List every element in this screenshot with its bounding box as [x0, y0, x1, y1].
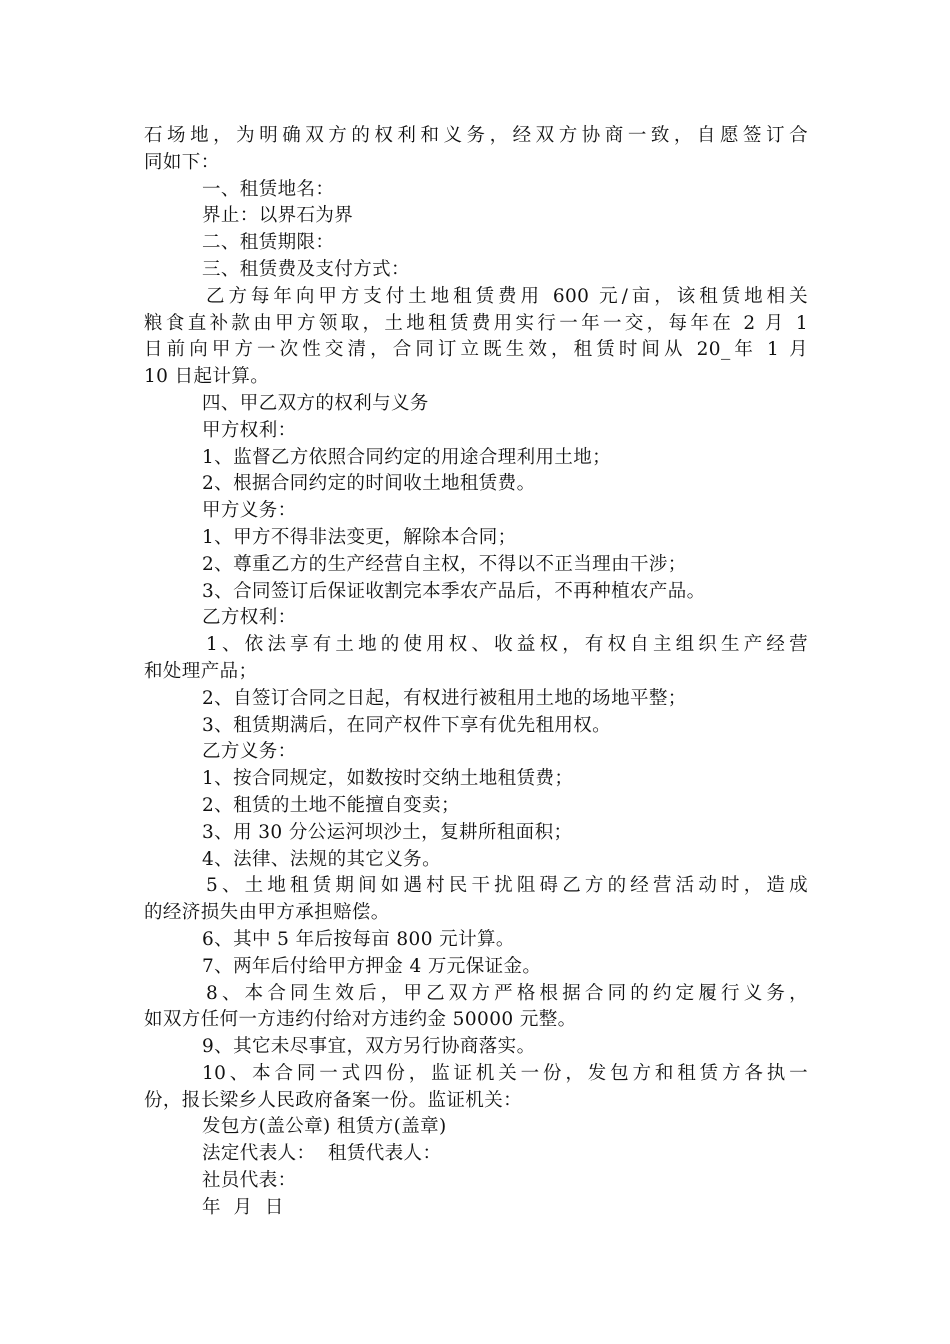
- list-item: 2、租赁的土地不能擅自变卖；: [202, 794, 460, 816]
- list-item: 2、尊重乙方的生产经营自主权，不得以不正当理由干涉；: [202, 553, 687, 575]
- subheading-party-b-obligations: 乙方义务：: [202, 741, 297, 763]
- paragraph-line: 的经济损失由甲方承担赔偿。: [144, 902, 390, 924]
- list-item: 6、其中 5 年后按每亩 800 元计算。: [202, 928, 515, 950]
- paragraph-line: 乙方每年向甲方支付土地租赁费用 600 元/亩，该租赁地相关: [206, 285, 808, 307]
- list-item: 8、本合同生效后，甲乙双方严格根据合同的约定履行义务，: [206, 982, 808, 1004]
- subheading-party-b-rights: 乙方权利：: [202, 607, 297, 629]
- list-item: 5、土地租赁期间如遇村民干扰阻碍乙方的经营活动时，造成: [206, 875, 808, 897]
- paragraph-line: 和处理产品；: [144, 660, 258, 682]
- section-heading-fees-payment: 三、租赁费及支付方式：: [202, 258, 410, 280]
- paragraph-line: 份，报长梁乡人民政府备案一份。监证机关：: [144, 1089, 523, 1111]
- contract-body-text: [144, 123, 808, 1222]
- paragraph-line: 粮食直补款由甲方领取，土地租赁费用实行一年一交，每年在 2 月 1: [144, 312, 808, 334]
- paragraph-line: 界止：以界石为界: [202, 205, 354, 227]
- section-heading-lease-term: 二、租赁期限：: [202, 232, 335, 254]
- list-item: 10、本合同一式四份，监证机关一份，发包方和租赁方各执一: [202, 1062, 808, 1084]
- signature-parties-line: 发包方(盖公章) 租赁方(盖章): [202, 1116, 447, 1138]
- list-item: 7、两年后付给甲方押金 4 万元保证金。: [202, 955, 542, 977]
- list-item: 1、甲方不得非法变更，解除本合同；: [202, 526, 517, 548]
- list-item: 3、合同签订后保证收割完本季农产品后，不再种植农产品。: [202, 580, 706, 602]
- signature-member-rep-line: 社员代表：: [202, 1170, 297, 1192]
- signature-date-line: 年 月 日: [202, 1196, 284, 1218]
- list-item: 3、用 30 分公运河坝沙土，复耕所租面积；: [202, 821, 573, 843]
- subheading-party-a-rights: 甲方权利：: [202, 419, 297, 441]
- paragraph-line: 石场地，为明确双方的权利和义务，经双方协商一致，自愿签订合: [144, 125, 808, 146]
- list-item: 2、自签订合同之日起，有权进行被租用土地的场地平整；: [202, 687, 687, 709]
- list-item: 9、其它未尽事宜，双方另行协商落实。: [202, 1036, 536, 1058]
- list-item: 3、租赁期满后，在同产权件下享有优先租用权。: [202, 714, 612, 736]
- paragraph-line: 如双方任何一方违约付给对方违约金 50000 元整。: [144, 1009, 577, 1031]
- paragraph-line: 日前向甲方一次性交清，合同订立既生效，租赁时间从 20_年 1 月: [144, 339, 808, 361]
- paragraph-line: 同如下：: [144, 151, 220, 173]
- list-item: 1、依法享有土地的使用权、收益权，有权自主组织生产经营: [206, 634, 808, 656]
- signature-representatives-line: 法定代表人： 租赁代表人：: [202, 1143, 442, 1165]
- list-item: 2、根据合同约定的时间收土地租赁费。: [202, 473, 536, 495]
- list-item: 1、监督乙方依照合同约定的用途合理利用土地；: [202, 446, 612, 468]
- section-heading-lease-location: 一、租赁地名：: [202, 178, 335, 200]
- list-item: 1、按合同规定，如数按时交纳土地租赁费；: [202, 768, 574, 790]
- list-item: 4、法律、法规的其它义务。: [202, 848, 441, 870]
- subheading-party-a-obligations: 甲方义务：: [202, 500, 297, 522]
- paragraph-line: 10 日起计算。: [144, 366, 270, 388]
- section-heading-rights-obligations: 四、甲乙双方的权利与义务: [202, 392, 429, 414]
